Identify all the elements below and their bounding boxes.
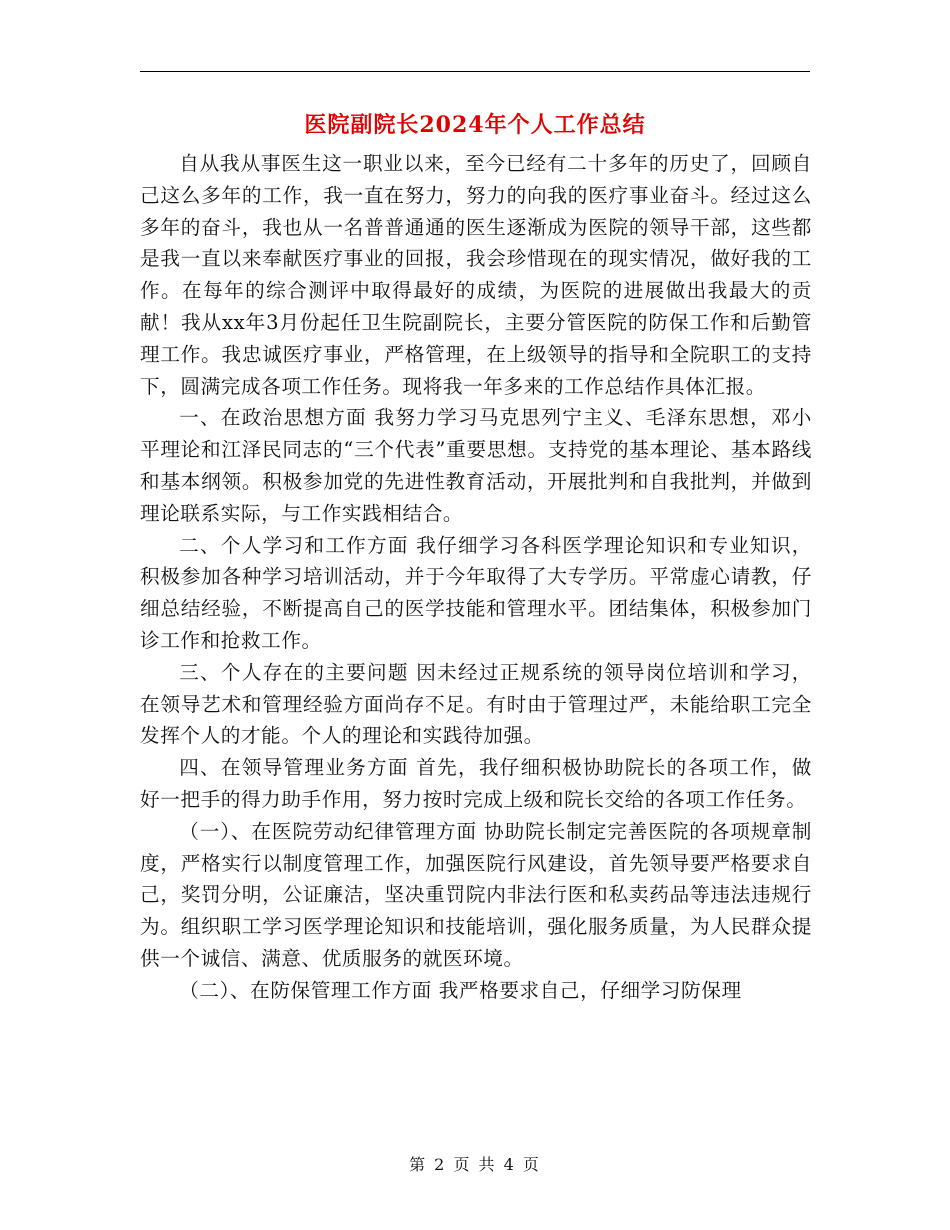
paragraph-leadership: 四、在领导管理业务方面 首先，我仔细积极协助院长的各项工作，做好一把手的得力助手作用，努力按时完成上级和院长交给的各项工作任务。 (140, 756, 812, 811)
paragraph-political: 一、在政治思想方面 我努力学习马克思列宁主义、毛泽东思想，邓小平理论和江泽民同志的“三个代表”重要思想。支持党的基本理论、基本路线和基本纲领。积极参加党的先进性教育活动，开展批判和自我批判，并做到理论联系实际，与工作实践相结合。 (140, 406, 812, 525)
paragraph-intro: 自从我从事医生这一职业以来，至今已经有二十多年的历史了，回顾自己这么多年的工作，我一直在努力，努力的向我的医疗事业奋斗。经过这么多年的奋斗，我也从一名普普通通的医生逐渐成为医院的领导干部，这些都是我一直以来奉献医疗事业的回报，我会珍惜现在的现实情况，做好我的工作。在每年的综合测评中取得最好的成绩，为医院的进展做出我最大的贡献！我从xx年3月份起任卫生院副院长，主要分管医院的防保工作和后勤管理工作。我忠诚医疗事业，严格管理，在上级领导的指导和全院职工的支持下，圆满完成各项工作任务。现将我一年多来的工作总结作具体汇报。 (140, 152, 812, 398)
paragraph-study-work: 二、个人学习和工作方面 我仔细学习各科医学理论知识和专业知识，积极参加各种学习培训活动，并于今年取得了大专学历。平常虚心请教，仔细总结经验，不断提高自己的医学技能和管理水平。团结集体，积极参加门诊工作和抢救工作。 (140, 533, 812, 652)
paragraph-discipline: （一）、在医院劳动纪律管理方面 协助院长制定完善医院的各项规章制度，严格实行以制度管理工作，加强医院行风建设，首先领导要严格要求自己，奖罚分明，公证廉洁，坚决重罚院内非法行医和私卖药品等违法违规行为。组织职工学习医学理论知识和技能培训，强化服务质量，为人民群众提供一个诚信、满意、优质服务的就医环境。 (140, 819, 812, 970)
header-rule (140, 71, 810, 72)
paragraph-problems: 三、个人存在的主要问题 因未经过正规系统的领导岗位培训和学习，在领导艺术和管理经验方面尚存不足。有时由于管理过严，未能给职工完全发挥个人的才能。个人的理论和实践待加强。 (140, 660, 812, 748)
page-number-footer: 第 2 页 共 4 页 (409, 1155, 541, 1174)
document-body (140, 148, 812, 1007)
document-title: 医院副院长2024年个人工作总结 (304, 112, 646, 138)
paragraph-prevention: （二）、在防保管理工作方面 我严格要求自己，仔细学习防保理 (179, 978, 742, 1002)
